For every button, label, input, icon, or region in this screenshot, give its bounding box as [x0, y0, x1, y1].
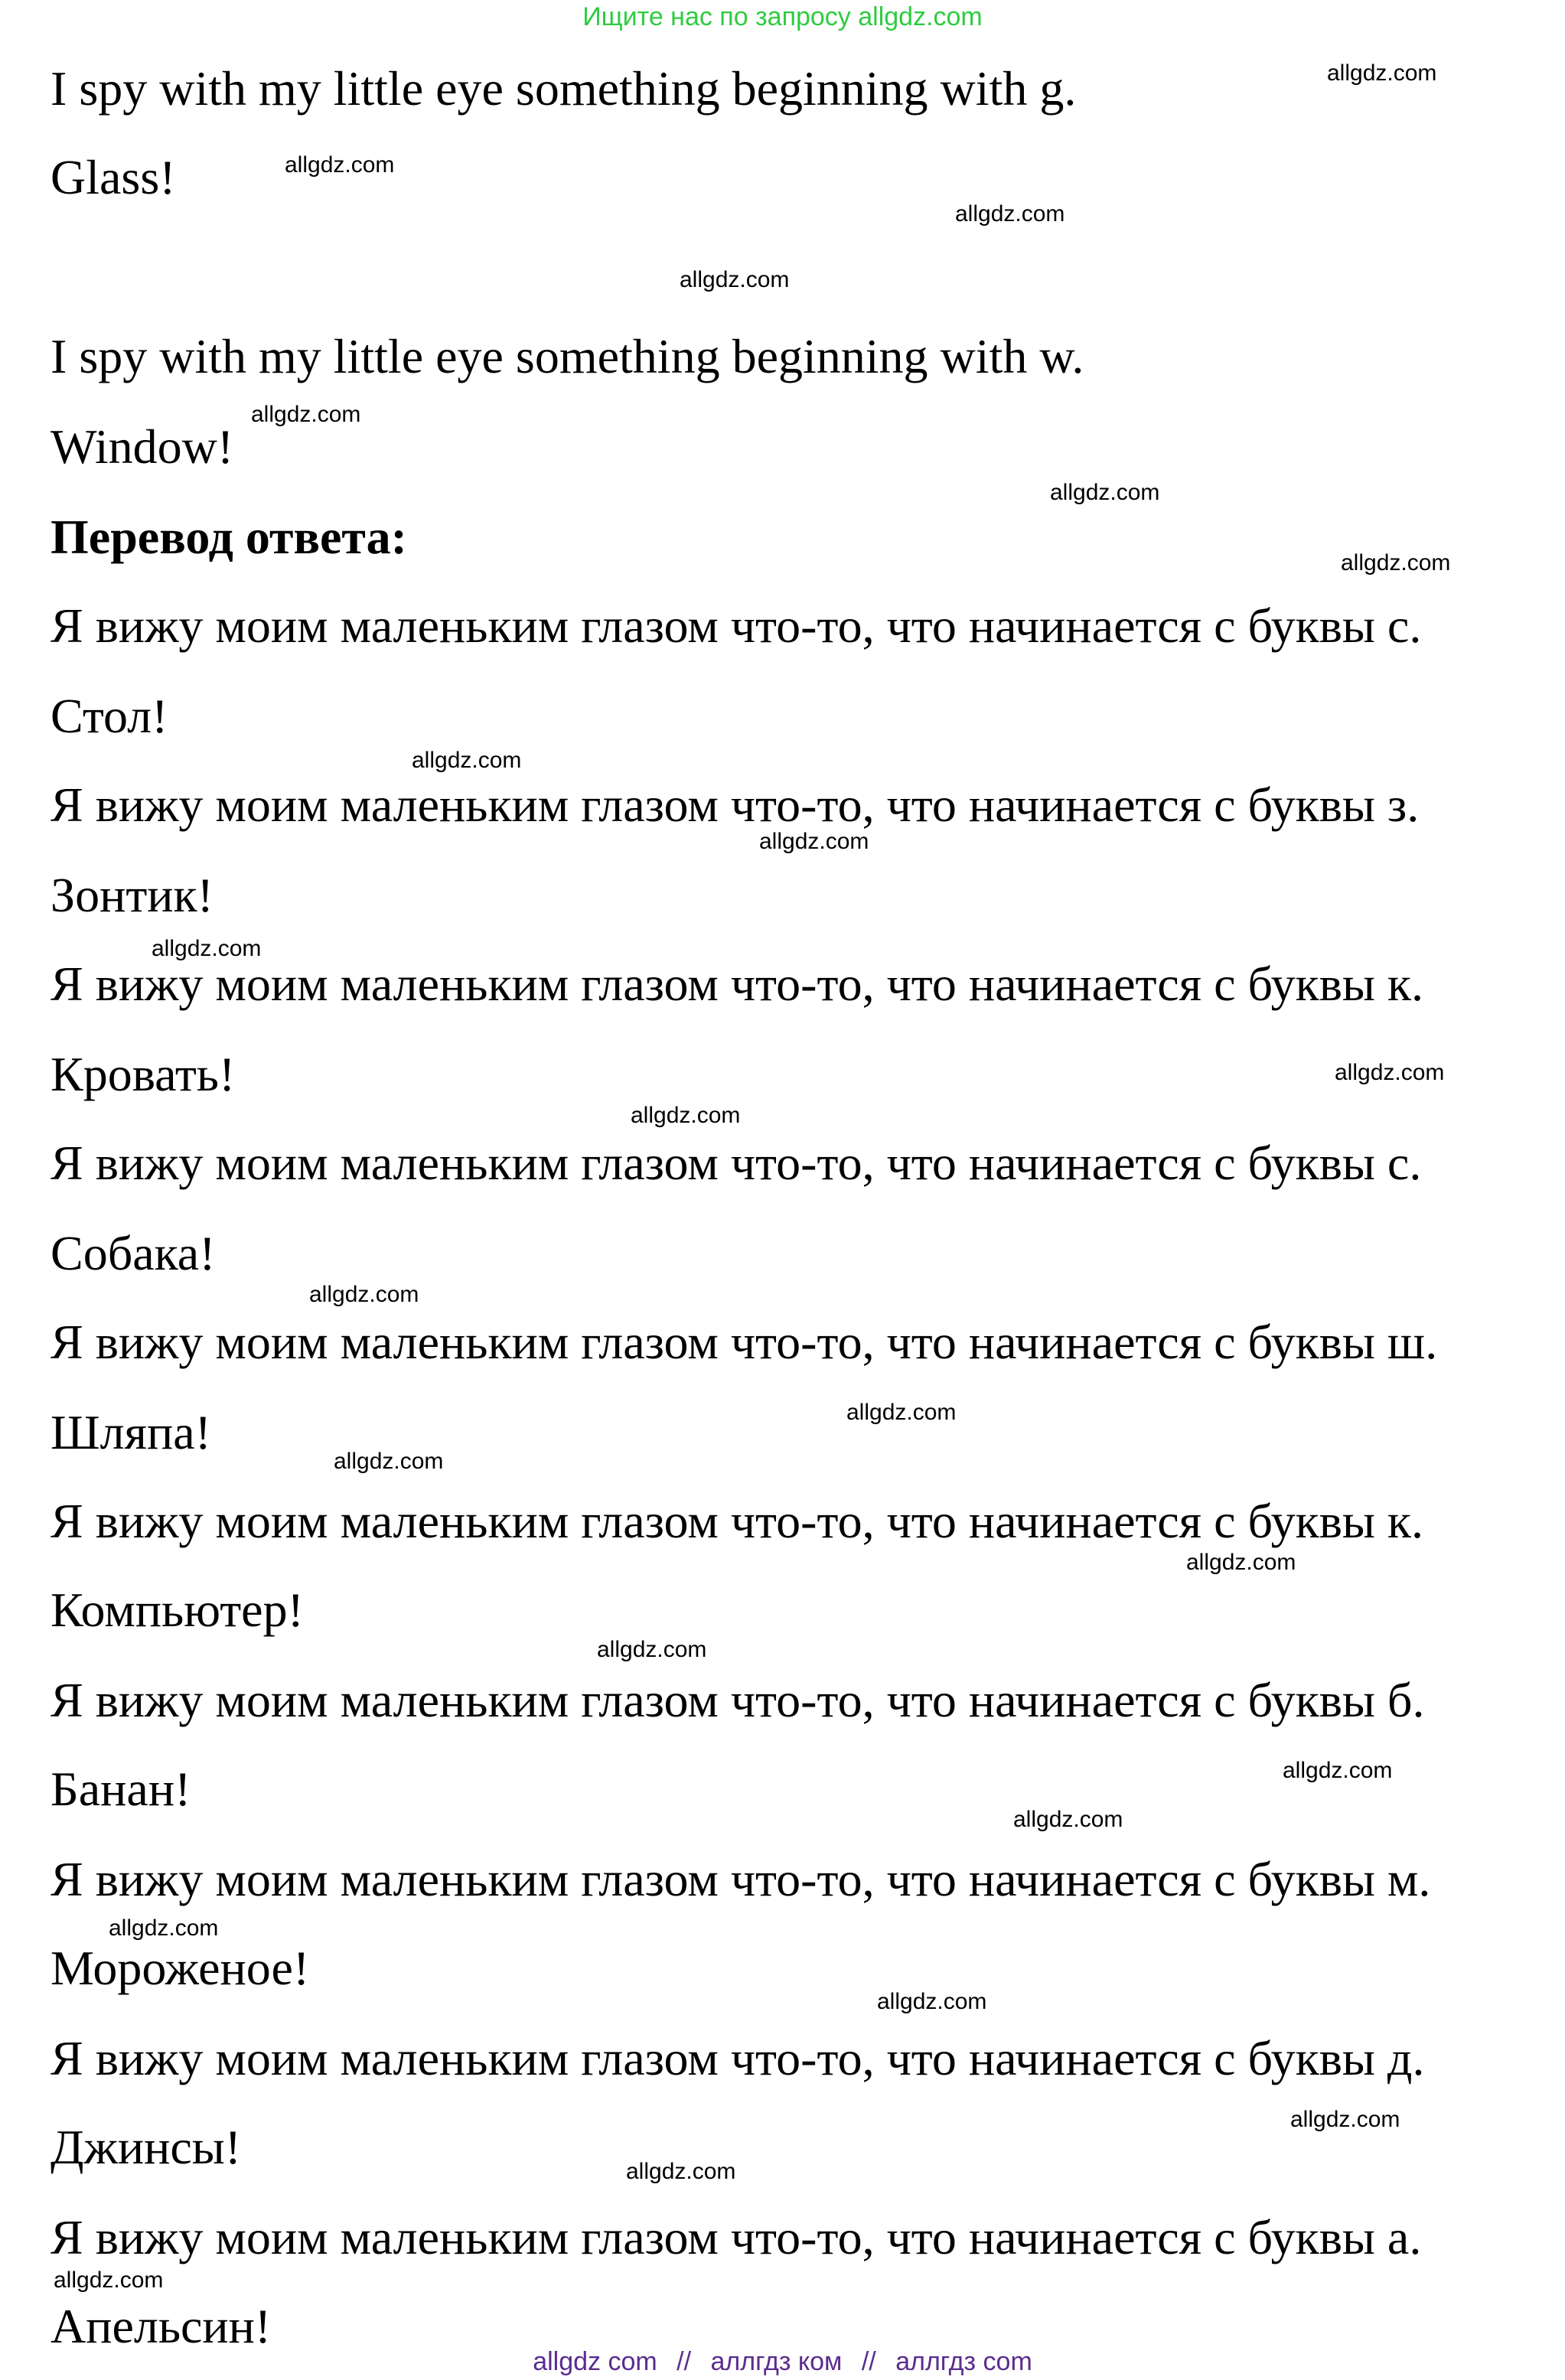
search-hint-banner[interactable]: Ищите нас по запросу allgdz.com	[582, 2, 983, 31]
text-line: Я вижу моим маленьким глазом что-то, что начинается с буквы с.	[51, 1136, 1422, 1190]
footer-separator: //	[861, 2347, 876, 2376]
text-line: Компьютер!	[51, 1583, 304, 1637]
text-line: Я вижу моим маленьким глазом что-то, что начинается с буквы к.	[51, 1494, 1423, 1548]
footer-links	[0, 2345, 1565, 2378]
watermark: allgdz.com	[1335, 1060, 1445, 1085]
watermark: allgdz.com	[1327, 60, 1437, 86]
text-line: Кровать!	[51, 1047, 236, 1101]
watermark: allgdz.com	[877, 1989, 987, 2014]
watermark: allgdz.com	[626, 2159, 736, 2184]
text-line: I spy with my little eye something beginning with w.	[51, 329, 1084, 383]
watermark: allgdz.com	[54, 2268, 164, 2293]
watermark: allgdz.com	[680, 267, 790, 292]
footer-separator: //	[677, 2347, 692, 2376]
text-line: Я вижу моим маленьким глазом что-то, что начинается с буквы д.	[51, 2031, 1425, 2085]
watermark: allgdz.com	[412, 748, 522, 773]
watermark: allgdz.com	[1013, 1807, 1123, 1832]
text-line: Я вижу моим маленьким глазом что-то, что начинается с буквы ш.	[51, 1315, 1438, 1369]
footer-link-allgdz-cyrillic[interactable]: аллгдз ком	[710, 2347, 843, 2376]
watermark: allgdz.com	[759, 829, 869, 854]
watermark: allgdz.com	[309, 1282, 419, 1307]
text-line: I spy with my little eye something beginning with g.	[51, 61, 1077, 116]
text-line: Я вижу моим маленьким глазом что-то, что начинается с буквы м.	[51, 1852, 1431, 1906]
text-line: Я вижу моим маленьким глазом что-то, что начинается с буквы з.	[51, 778, 1420, 832]
text-line: Зонтик!	[51, 868, 214, 922]
text-line: Glass!	[51, 150, 176, 204]
watermark: allgdz.com	[631, 1103, 741, 1128]
footer-link-allgdz-mixed[interactable]: аллгдз com	[895, 2347, 1032, 2376]
watermark: allgdz.com	[597, 1637, 707, 1662]
footer-link-allgdz[interactable]: allgdz com	[533, 2347, 657, 2376]
text-line: Я вижу моим маленьким глазом что-то, что начинается с буквы а.	[51, 2210, 1422, 2264]
translation-heading: Перевод ответа:	[51, 510, 407, 564]
text-line: Я вижу моим маленьким глазом что-то, что начинается с буквы к.	[51, 957, 1423, 1011]
text-line: Шляпа!	[51, 1405, 211, 1459]
watermark: allgdz.com	[1341, 550, 1451, 575]
watermark: allgdz.com	[334, 1449, 444, 1474]
watermark: allgdz.com	[109, 1915, 219, 1941]
text-line: Банан!	[51, 1762, 191, 1816]
text-line: Апельсин!	[51, 2299, 272, 2353]
text-line: Мороженое!	[51, 1941, 310, 1995]
watermark: allgdz.com	[955, 201, 1065, 227]
watermark: allgdz.com	[846, 1400, 957, 1425]
watermark: allgdz.com	[1290, 2107, 1400, 2132]
watermark: allgdz.com	[1283, 1758, 1393, 1783]
text-line: Собака!	[51, 1226, 216, 1280]
watermark: allgdz.com	[152, 936, 262, 961]
watermark: allgdz.com	[251, 402, 361, 427]
text-line: Я вижу моим маленьким глазом что-то, что начинается с буквы б.	[51, 1673, 1425, 1727]
watermark: allgdz.com	[285, 152, 395, 178]
text-line: Стол!	[51, 689, 168, 743]
text-line: Джинсы!	[51, 2120, 242, 2174]
text-line: Я вижу моим маленьким глазом что-то, что начинается с буквы с.	[51, 598, 1422, 653]
watermark: allgdz.com	[1186, 1550, 1296, 1575]
watermark: allgdz.com	[1050, 480, 1160, 505]
text-line: Window!	[51, 419, 234, 474]
